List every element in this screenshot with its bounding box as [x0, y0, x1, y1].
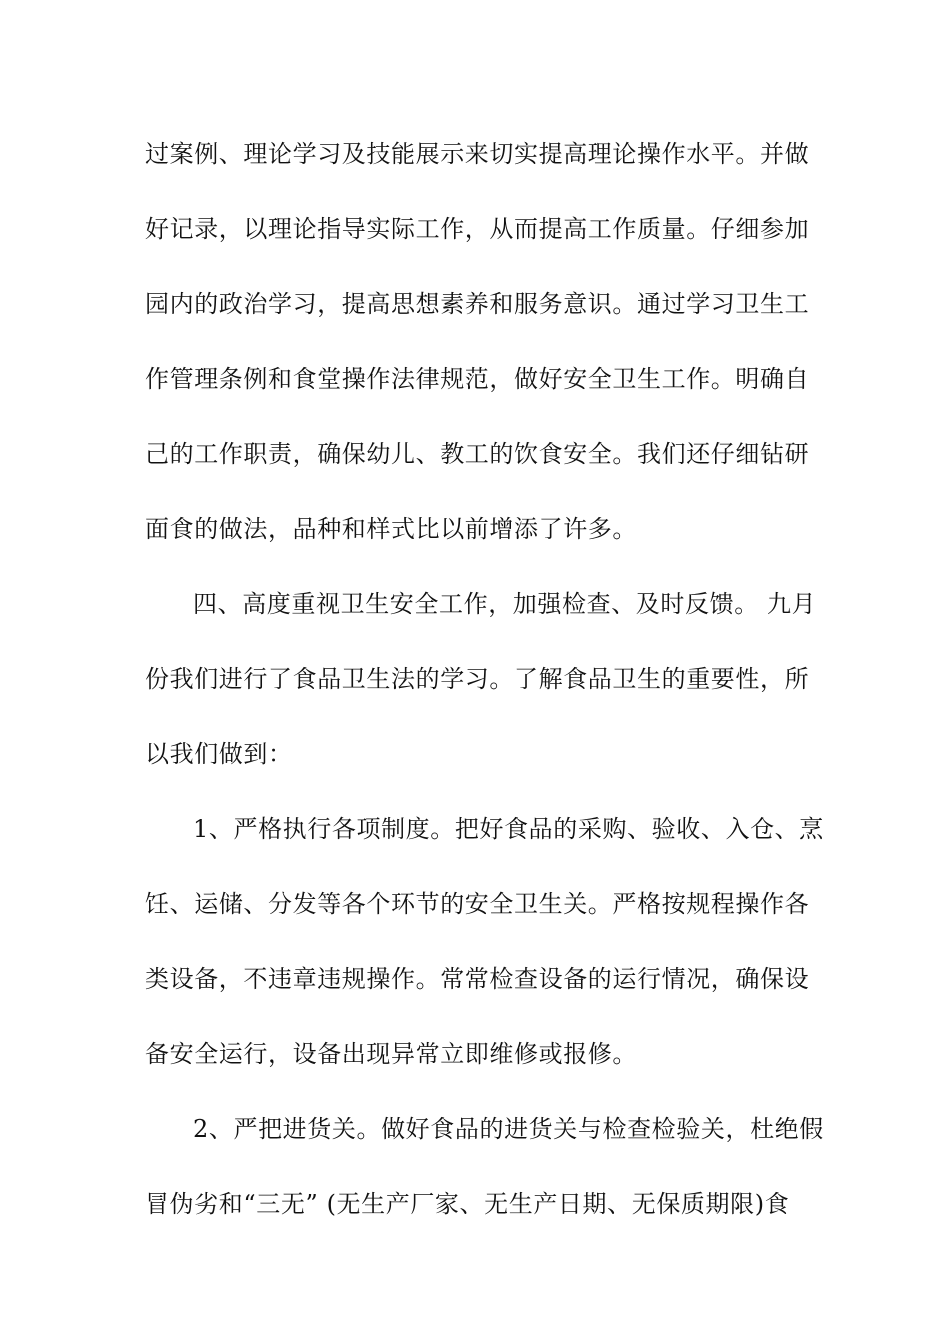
text-line: 过案例、理论学习及技能展示来切实提高理论操作水平。并做	[145, 140, 810, 168]
text-line: 己的工作职责，确保幼儿、教工的饮食安全。我们还仔细钻研	[145, 440, 810, 468]
document-body	[145, 130, 824, 1255]
text-line: 以我们做到：	[145, 740, 293, 768]
text-line: 四、高度重视卫生安全工作，加强检查、及时反馈。 九月	[193, 590, 817, 618]
text-line: 备安全运行，设备出现异常立即维修或报修。	[145, 1040, 637, 1068]
text-line: 好记录，以理论指导实际工作，从而提高工作质量。仔细参加	[145, 215, 810, 243]
text-line: 份我们进行了食品卫生法的学习。了解食品卫生的重要性，所	[145, 665, 810, 693]
text-line: 园内的政治学习，提高思想素养和服务意识。通过学习卫生工	[145, 290, 810, 318]
text-line: 面食的做法，品种和样式比以前增添了许多。	[145, 515, 637, 543]
text-line: 冒伪劣和“三无” (无生产厂家、无生产日期、无保质期限)食	[145, 1190, 790, 1218]
text-line: 2、严把进货关。做好食品的进货关与检查检验关，杜绝假	[193, 1115, 824, 1143]
text-line: 作管理条例和食堂操作法律规范，做好安全卫生工作。明确自	[145, 365, 810, 393]
text-line: 饪、运储、分发等各个环节的安全卫生关。严格按规程操作各	[145, 890, 810, 918]
text-line: 类设备，不违章违规操作。常常检查设备的运行情况，确保设	[145, 965, 810, 993]
text-line: 1、严格执行各项制度。把好食品的采购、验收、入仓、烹	[193, 815, 824, 843]
